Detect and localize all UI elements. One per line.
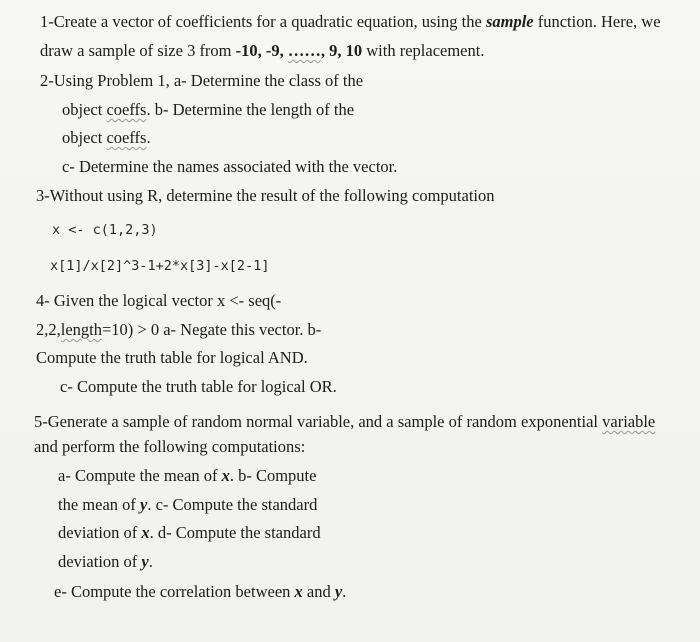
q5-part-e <box>54 582 346 602</box>
q5-text: and <box>302 582 335 601</box>
q4-line-1: 4- Given the logical vector x <- seq(- <box>36 291 282 310</box>
q3-code-assign: x <- c(1,2,3) <box>52 222 158 238</box>
q5-text: . <box>148 552 153 571</box>
q1-text: draw a sample of size 3 from <box>40 41 236 60</box>
q4-text: 2,2, <box>36 320 61 339</box>
q1-range-dots: …… <box>287 41 321 60</box>
q5-text: . b- Compute <box>229 466 317 485</box>
q1-range: , 9, 10 <box>320 41 363 60</box>
q2-text: . b- Determine the length of the <box>146 100 355 119</box>
q5-var-x: x <box>294 582 303 601</box>
q5-var-y: y <box>141 552 149 571</box>
q5-var-y: y <box>334 582 343 601</box>
q5-var-x: x <box>221 466 230 485</box>
q5-part-d <box>58 552 153 572</box>
q5-text: deviation of <box>58 552 142 571</box>
q2-line-4: c- Determine the names associated with the vector. <box>62 157 398 176</box>
q5-line-2: and perform the following computations: <box>34 437 306 456</box>
q2-line-2 <box>62 100 354 120</box>
q2-object-name: coeffs <box>106 128 147 147</box>
q5-text: . d- Compute the standard <box>149 523 321 542</box>
q2-text: . <box>146 128 151 147</box>
q3-code-expression: x[1]/x[2]^3-1+2*x[3]-x[2-1] <box>50 258 270 274</box>
q5-variable-word: variable <box>602 412 656 431</box>
q4-length-arg: length <box>60 320 102 339</box>
q4-text: =10) > 0 a- Negate this vector. b- <box>102 320 322 339</box>
q3-line-1: 3-Without using R, determine the result of the following computation <box>36 186 495 205</box>
q5-var-y: y <box>140 495 148 514</box>
q5-text: e- Compute the correlation between <box>54 582 295 601</box>
q1-text: 1-Create a vector of coefficients for a quadratic equation, using the <box>40 12 486 31</box>
q4-line-4: c- Compute the truth table for logical OR. <box>60 377 337 396</box>
q4-line-2 <box>36 320 321 340</box>
q5-var-x: x <box>141 523 150 542</box>
q2-text: object <box>62 128 107 147</box>
q1-line-1 <box>40 12 661 32</box>
q1-function-name: sample <box>485 12 534 31</box>
q5-text: a- Compute the mean of <box>58 466 222 485</box>
q1-range: -10, -9, <box>235 41 288 60</box>
q4-line-3: Compute the truth table for logical AND. <box>36 348 308 367</box>
q1-text: function. Here, we <box>533 12 661 31</box>
q5-text: the mean of <box>58 495 141 514</box>
q2-object-name: coeffs <box>106 100 147 119</box>
q2-line-3 <box>62 128 151 148</box>
q5-part-c <box>58 523 321 543</box>
q5-text: 5-Generate a sample of random normal variable, and a sample of random exponential <box>34 412 603 431</box>
q2-text: object <box>62 100 107 119</box>
q5-text: deviation of <box>58 523 142 542</box>
q1-text: with replacement. <box>362 41 485 60</box>
q5-text: . c- Compute the standard <box>147 495 318 514</box>
q5-line-1 <box>34 412 655 432</box>
q5-text: . <box>342 582 347 601</box>
q1-line-2 <box>40 41 484 61</box>
q5-part-b <box>58 495 317 515</box>
q5-part-a <box>58 466 316 486</box>
q2-line-1: 2-Using Problem 1, a- Determine the class of the <box>40 71 364 90</box>
